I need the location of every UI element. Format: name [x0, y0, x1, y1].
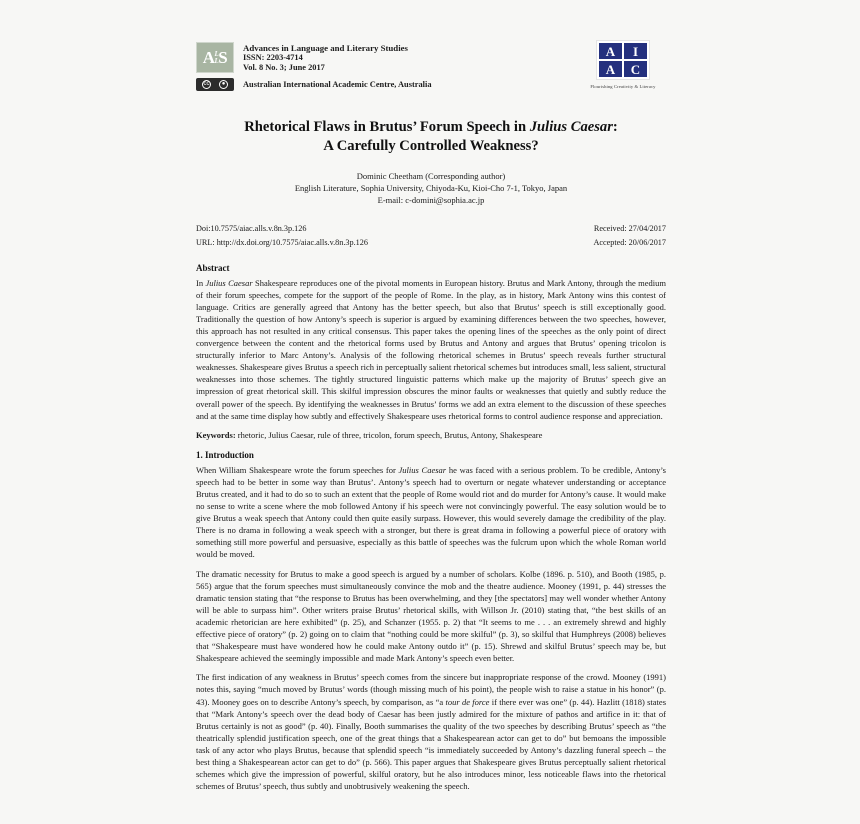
doi-value[interactable]: Doi:10.7575/aiac.alls.v.8n.3p.126 — [196, 223, 307, 233]
author-email: E-mail: c-domini@sophia.ac.jp — [377, 195, 485, 206]
author-block — [196, 170, 666, 207]
cc-circle-by: ● — [219, 80, 228, 89]
intro-p1-pre: When William Shakespeare wrote the forum speeches for — [196, 464, 399, 475]
keywords-label: Keywords: — [196, 429, 236, 440]
intro-p1-post: he was faced with a serious problem. To be credible, Antony’s speech had to be better in some way than Brutus’. Antony’s speech had to overturn or negate whatever understanding or acceptance Brutus created, and it had to do so to such an extent that the people of Rome would riot and do murder for Antony’s cause. It would make no sense to write a scene where the mob followed Antony if his speech were not convincingly powerful. The easy solution would be to give Brutus a weak speech that Antony could then quite easily surpass. However, this would severely damage the credibility of the play. There is no drama in following a weak speech with a stronger, but there is great drama in following a powerful piece of oratory with something still more powerful and persuasive, especially as this battle of speeches was the fulcrum upon which the whole Roman world would be moved. — [196, 464, 666, 560]
intro-p3-italic: tour de force — [445, 696, 490, 707]
abstract-text-post: Shakespeare reproduces one of the pivotal moments in European history. Brutus and Mark Antony, through the medium of their forum speeches, compete for the support of the people of Rome. In the play, as in history, Mark Antony wins this contest of language. Critics are generally agreed that Antony has the better speech, but also that Brutus’ speech is still exceptionally good. Traditionally the question of how Antony’s speech is superior is argued by examining differences between the two speeches, however, this approach has not resulted in any critical consensus. This paper takes the opening lines of the speeches as the only point of direct convergence between the content and the rhetorical forms used by Brutus and Antony and argues that Brutus’ opening tricolon is structurally inferior to Marc Antony’s. Analysis of the following rhetorical schemes in Brutus’ speech reveals further structural weaknesses. Shakespeare gives Brutus a speech rich in perceptually salient rhetorical schemes but introduces small, less salient, structural weaknesses into those schemes. The tightly structured linguistic patterns which make up the majority of Brutus’ speech give an impression of great rhetorical skill. This skilful impression obscures the minor faults or weaknesses that quietly and subtly reduce the overall power of the speech. By identifying the weaknesses in Brutus’ forms we add an extra element to the discussion of these speeches and at the same time display how subtly and effectively Shakespeare uses rhetorical forms to control audience response and appreciation. — [196, 277, 666, 421]
received-date: Received: 27/04/2017 — [593, 223, 666, 233]
doi-dates-block — [196, 222, 666, 250]
doi-received-row — [196, 222, 666, 236]
accepted-date: Accepted: 20/06/2017 — [593, 237, 666, 247]
paper-title-line2: A Carefully Controlled Weakness? — [323, 138, 539, 154]
paper-title-line1-post: : — [612, 119, 618, 135]
abstract-text-italic: Julius Caesar — [205, 277, 253, 288]
intro-p3-a: The first indication of any weakness in Brutus’ speech comes from the sincere but inappropriate response of the crowd. Mooney (1991) notes this, saying “much moved by Brutus’ words (though missing much of his point), the people wish to raise a statue in his honor” (p. 43). Mooney goes on to describe Antony’s speech, by comparison, as “a — [196, 672, 666, 707]
aiac-brand-block — [580, 40, 666, 89]
introduction-heading: 1. Introduction — [196, 449, 254, 460]
intro-p3-b: if there ever was one” (p. 44). Hazlitt (1818) states that “Mark Antony’s speech over the dead body of Caesar has been justly admired for the mixture of pathos and artifice in it: that of Brutus certainly is not as good” (p. 40). Finally, Booth summarises the quality of the two speeches by describing Brutus’ speech as “the theatrically splendid justification speech, one of the great things that a Shakespearean actor can get to do” but bemoans the impossible task of any actor who plays Brutus, because that splendid speech “is immediately succeeded by Antony’s dazzling funeral speech – the best thing a Shakespearean actor can get to do” (p. 566). This paper argues that Shakespeare gives Brutus perceptually salient rhetorical schemes which give the impression of powerful, skilful oratory, but he also introduces minor, less noticeable flaws into the rhetorical schemes of Brutus’ speech, thus subtly and unobtrusively weakening the speech. — [196, 696, 667, 792]
alls-logo-icon — [196, 42, 234, 73]
abstract-text-pre: In — [196, 277, 206, 288]
aiac-letter-a1: A — [599, 43, 622, 59]
keywords-line — [196, 429, 666, 441]
aiac-logo-icon — [596, 40, 650, 80]
intro-p1-italic: Julius Caesar — [398, 464, 447, 475]
aiac-letter-a2: A — [599, 61, 622, 77]
publisher-name: Australian International Academic Centre, Australia — [243, 79, 432, 89]
author-affiliation: English Literature, Sophia University, Chiyoda-Ku, Kioi-Cho 7-1, Tokyo, Japan — [294, 183, 568, 194]
aiac-letter-i: I — [624, 43, 647, 59]
journal-volume: Vol. 8 No. 3; June 2017 — [243, 63, 325, 73]
page-content — [196, 42, 666, 792]
journal-issn: ISSN: 2203-4714 — [243, 53, 303, 63]
introduction-paragraph-1 — [196, 464, 666, 561]
cc-circle-cc: cc — [203, 80, 210, 87]
keywords-value: rhetoric, Julius Caesar, rule of three, tricolon, forum speech, Brutus, Antony, Shakespeare — [235, 429, 543, 440]
paper-title-line1-pre: Rhetorical Flaws in Brutus’ Forum Speech in — [244, 119, 530, 135]
page-title — [196, 118, 666, 156]
journal-masthead — [196, 42, 666, 98]
introduction-paragraph-3 — [196, 671, 666, 792]
aiac-tagline: Flourishing Creativity & Literacy — [590, 84, 656, 89]
journal-meta — [243, 42, 408, 74]
introduction-paragraph-2: The dramatic necessity for Brutus to make a good speech is argued by a number of scholars. Kolbe (1896. p. 510), and Booth (1985, p. 565) argue that the forum speeches must simultaneously convince the mob and the theatre audience. Mooney (1991, p. 44) stresses the dramatic tension stating that “the response to Brutus has been overwhelming, and they [the spectators] may well wonder whether Antony will be able to surpass him”. Other writers praise Brutus’ rhetorical skills, with Willson Jr. (2010) stating that, “the best skills of an academic rhetorician are here exhibited” (p. 25), and Schanzer (1955. p. 2) that “It seems to me . . . an extremely shrewd and highly effective piece of oratory” (p. 2) going on to claim that “nothing could be more skilful” (p. 3), so skilful that Humphreys (2008) believes that “Shakespeare must have wondered how he could make Antony outdo it” (p. 15). Shrewd and skilful Brutus’ speech may be, but Shakespeare achieved the seemingly impossible and made Mark Antony’s speech even better. — [196, 568, 666, 664]
aiac-letter-c: C — [624, 61, 647, 77]
abstract-text — [196, 277, 666, 422]
doi-url[interactable]: URL: http://dx.doi.org/10.7575/aiac.alls.v.8n.3p.126 — [196, 237, 368, 247]
url-accepted-row — [196, 236, 666, 250]
abstract-heading: Abstract — [196, 262, 230, 273]
paper-title-line1-italic: Julius Caesar — [529, 119, 613, 135]
creative-commons-icon — [196, 78, 234, 91]
alls-logo-glyph: A L L S — [202, 48, 228, 67]
author-name: Dominic Cheetham (Corresponding author) — [356, 171, 506, 181]
journal-title: Advances in Language and Literary Studies — [243, 43, 408, 53]
